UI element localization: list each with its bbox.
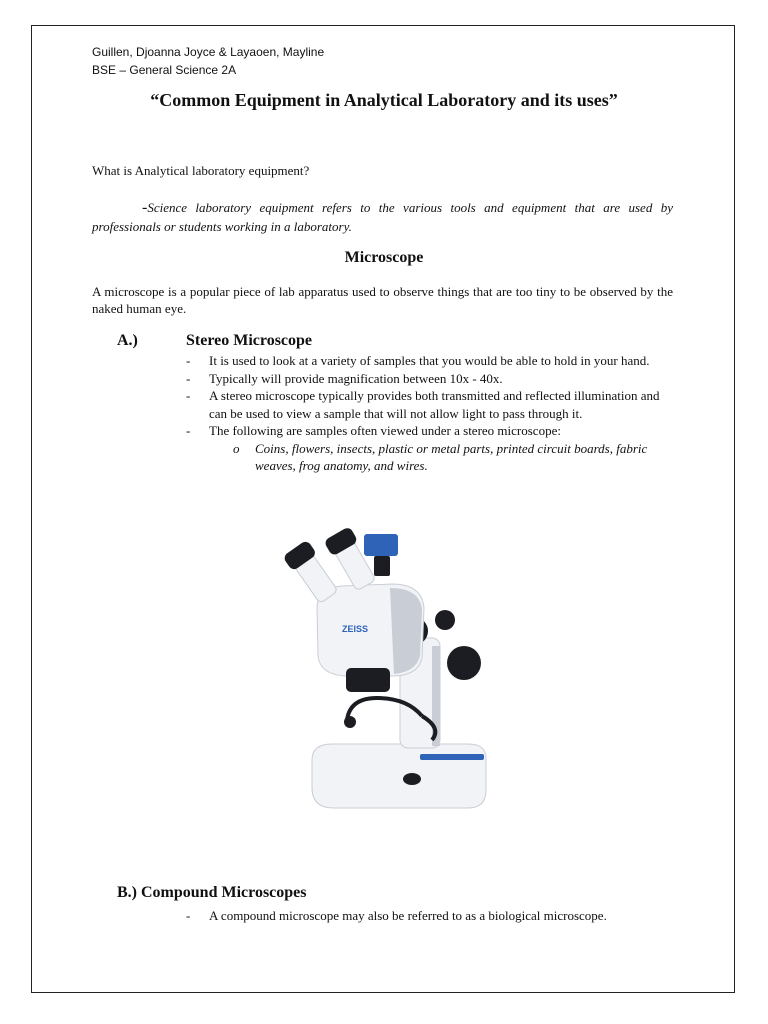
- list-item: [180, 387, 670, 422]
- bullet-dash: -: [186, 423, 191, 438]
- section-a-label: A.): [117, 332, 138, 349]
- bullet-text: Typically will provide magnification between 10x - 40x.: [209, 370, 503, 386]
- section-b-bullets: [180, 907, 670, 925]
- bullet-dash: -: [186, 353, 191, 368]
- bullet-text: It is used to look at a variety of samples that you would be able to hold in your hand.: [209, 353, 650, 368]
- optics-shade: [390, 588, 422, 674]
- base-accent-stripe: [420, 754, 484, 760]
- focus-knob-large: [447, 646, 481, 680]
- bullet-dash: -: [186, 370, 191, 386]
- list-item: [180, 907, 670, 925]
- list-item: [209, 440, 670, 475]
- camera-body: [364, 534, 398, 556]
- camera-mount: [374, 556, 390, 576]
- definition-paragraph: [92, 198, 673, 236]
- microscope-base: [312, 744, 486, 808]
- section-b-title: B.) Compound Microscopes: [117, 884, 307, 901]
- light-guide-tip: [344, 716, 356, 728]
- objective-lens: [346, 668, 390, 692]
- question-text: What is Analytical laboratory equipment?: [92, 163, 310, 178]
- brand-logo-text: ZEISS: [342, 624, 369, 634]
- list-item: [180, 422, 670, 475]
- course-line: BSE – General Science 2A: [92, 63, 237, 77]
- author-block: [92, 43, 324, 79]
- list-item: [180, 352, 670, 370]
- bullet-text: A stereo microscope typically provides both transmitted and reflected illumination and can be used to view a sample that will not allow light to pass through it.: [209, 388, 660, 421]
- base-knob: [403, 773, 421, 785]
- definition-dash: -: [142, 199, 148, 216]
- definition-text: Science laboratory equipment refers to the various tools and equipment that are used by professionals or students working in a laboratory.: [92, 200, 673, 234]
- section-a-title: Stereo Microscope: [186, 332, 313, 349]
- authors-line: Guillen, Djoanna Joyce & Layaoen, Mayline: [92, 45, 325, 59]
- microscope-intro: A microscope is a popular piece of lab apparatus used to observe things that are too tiny to be observed by the naked human eye.: [92, 284, 673, 316]
- zoom-knob: [435, 610, 455, 630]
- bullet-dash: -: [186, 388, 191, 403]
- list-item: [180, 370, 670, 388]
- sample-sublist: [209, 440, 670, 475]
- bullet-text: The following are samples often viewed under a stereo microscope:: [209, 423, 561, 438]
- bullet-text: A compound microscope may also be referred to as a biological microscope.: [209, 908, 607, 923]
- bullet-dash: -: [186, 908, 191, 923]
- stereo-microscope-image: [272, 528, 500, 813]
- document-title: “Common Equipment in Analytical Laboratory and its uses”: [150, 90, 618, 110]
- section-a-bullets: [180, 352, 670, 475]
- sub-bullet-text: Coins, flowers, insects, plastic or metal parts, printed circuit boards, fabric weaves, frog anatomy, and wires.: [255, 440, 648, 473]
- microscope-heading: Microscope: [344, 249, 424, 266]
- sub-bullet-mark: o: [233, 440, 240, 456]
